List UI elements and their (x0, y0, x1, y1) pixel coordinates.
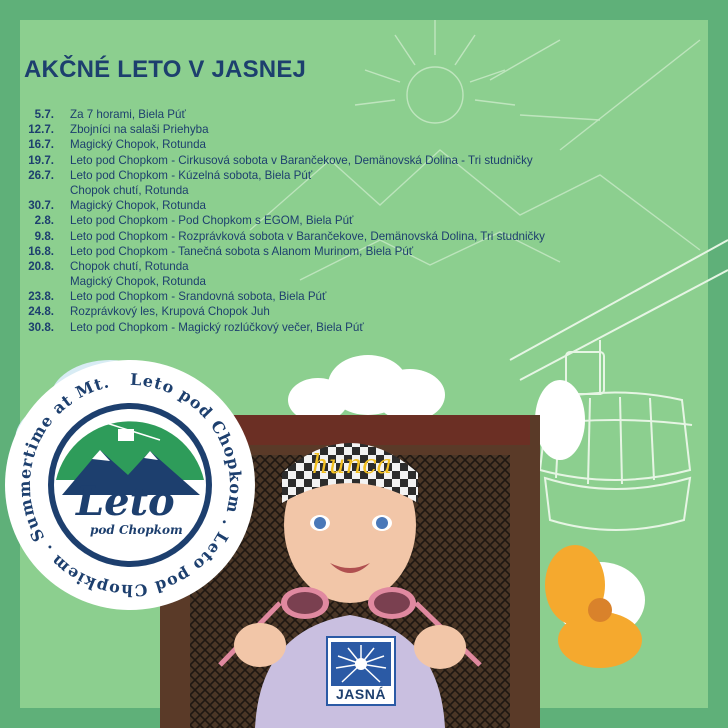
logo-main-text: Leto (76, 478, 175, 525)
schedule-row (22, 289, 545, 304)
event-date: 26.7. (28, 168, 54, 182)
event-date: 23.8. (28, 290, 54, 304)
schedule-row (22, 183, 545, 198)
page-title: AKČNÉ LETO V JASNEJ (24, 56, 307, 83)
event-date: 12.7. (28, 123, 54, 137)
schedule-row (22, 153, 545, 168)
event-date: 30.8. (28, 320, 54, 334)
headband-text: hunca (311, 450, 393, 480)
sun-icon (328, 640, 394, 688)
schedule-row (22, 304, 545, 319)
schedule-row (22, 274, 545, 289)
event-date: 19.7. (28, 153, 54, 167)
schedule-row (22, 320, 545, 335)
event-name: Leto pod Chopkom - Srandovná sobota, Biela Púť (70, 290, 327, 304)
schedule-row (22, 259, 545, 274)
event-date: 5.7. (34, 108, 54, 121)
schedule-row (22, 168, 545, 183)
ring-text: Leto pod Chopkom . Leto pod Chopkiem . Summertime at Mt. (14, 369, 246, 601)
schedule-row (22, 213, 545, 228)
event-name: Magický Chopok, Rotunda (70, 275, 206, 289)
event-date: 2.8. (34, 214, 54, 228)
schedule-row (22, 137, 545, 152)
event-name: Leto pod Chopkom - Magický rozlúčkový večer, Biela Púť (70, 320, 364, 334)
event-date: 20.8. (28, 259, 54, 273)
event-schedule (22, 107, 545, 335)
event-name: Leto pod Chopkom - Pod Chopkom s EGOM, Biela Púť (70, 214, 354, 228)
brand-name: JASNÁ (336, 686, 386, 702)
schedule-row (22, 244, 545, 259)
event-name: Za 7 horami, Biela Púť (70, 108, 186, 121)
event-name: Leto pod Chopkom - Cirkusová sobota v Barančekove, Demänovská Dolina - Tri studničky (70, 153, 533, 167)
jasna-brand-badge (326, 636, 396, 706)
schedule-row (22, 107, 545, 122)
event-name: Zbojníci na salaši Priehyba (70, 123, 209, 137)
schedule-row (22, 229, 545, 244)
event-date: 16.7. (28, 138, 54, 152)
event-date: 9.8. (34, 229, 54, 243)
event-name: Chopok chutí, Rotunda (70, 183, 189, 197)
event-date (22, 274, 54, 289)
event-date: 30.7. (28, 199, 54, 213)
event-name: Leto pod Chopkom - Rozprávková sobota v Barančekove, Demänovská Dolina, Tri studničky (70, 229, 545, 243)
logo-sub-text: pod Chopkom (90, 523, 183, 537)
event-name: Leto pod Chopkom - Kúzelná sobota, Biela Púť (70, 168, 313, 182)
schedule-row (22, 198, 545, 213)
event-name: Rozprávkový les, Krupová Chopok Juh (70, 305, 270, 319)
event-date: 16.8. (28, 244, 54, 258)
event-date: 24.8. (28, 305, 54, 319)
event-name: Leto pod Chopkom - Tanečná sobota s Alanom Murinom, Biela Púť (70, 244, 414, 258)
schedule-row (22, 122, 545, 137)
event-name: Magický Chopok, Rotunda (70, 138, 206, 152)
event-date (22, 183, 54, 198)
event-name: Magický Chopok, Rotunda (70, 199, 206, 213)
event-name: Chopok chutí, Rotunda (70, 259, 189, 273)
